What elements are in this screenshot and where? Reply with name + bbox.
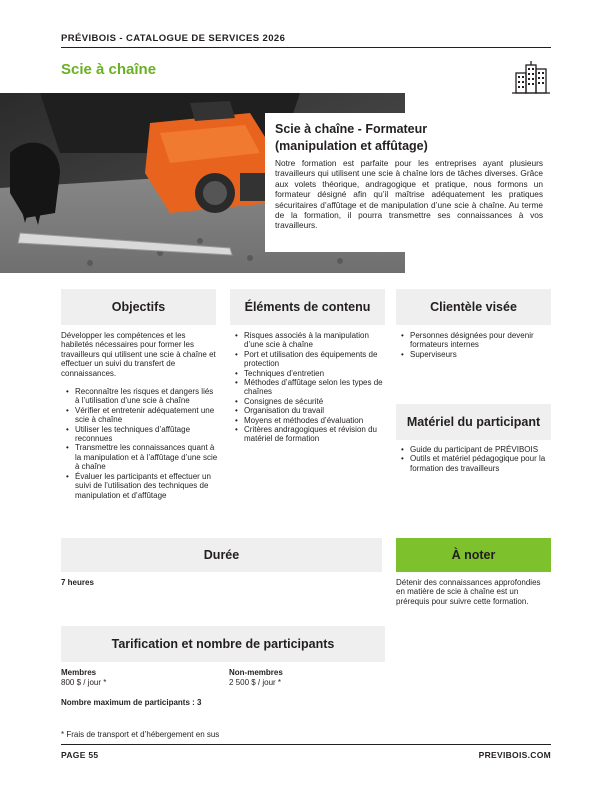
contenu-content [230, 331, 388, 444]
list-item: • Critères andragogiques et révision du matériel de formation [244, 425, 388, 444]
clientele-heading: Clientèle visée [396, 289, 551, 325]
objectifs-list [61, 387, 219, 500]
list-item: • Techniques d’entretien [244, 369, 388, 378]
section-title: Scie à chaîne [61, 61, 157, 78]
clientele-list [396, 331, 554, 359]
list-item: • Personnes désignées pour devenir formateurs internes [410, 331, 554, 350]
website-link[interactable]: PREVIBOIS.COM [478, 750, 551, 760]
list-item: • Reconnaître les risques et dangers liés à l’utilisation d’une scie à chaîne [75, 387, 219, 406]
objectifs-intro: Développer les compétences et les habiletés nécessaires pour former les travailleurs qui utilisent une scie à chaîne et effectuer un suivi du transfert de connaissances. [61, 331, 216, 378]
duree-heading: Durée [61, 538, 382, 572]
intro-title-line2: (manipulation et affûtage) [275, 139, 428, 153]
contenu-heading: Éléments de contenu [230, 289, 385, 325]
list-item: • Port et utilisation des équipements de protection [244, 350, 388, 369]
materiel-list [396, 445, 554, 473]
list-item: • Méthodes d’affûtage selon les types de chaînes [244, 378, 388, 397]
list-item: • Outils et matériel pédagogique pour la formation des travailleurs [410, 454, 554, 473]
intro-title [275, 121, 543, 155]
header-divider [61, 47, 551, 48]
members-price: 800 $ / jour * [61, 678, 107, 687]
footnote: * Frais de transport et d’hébergement en sus [61, 730, 220, 739]
contenu-list [230, 331, 388, 444]
list-item: • Guide du participant de PRÉVIBOIS [410, 445, 554, 454]
materiel-content [396, 445, 554, 473]
list-item: • Organisation du travail [244, 406, 388, 415]
intro-box [265, 113, 553, 252]
list-item: • Vérifier et entretenir adéquatement une scie à chaîne [75, 406, 219, 425]
noter-text: Détenir des connaissances approfondies en matière de scie à chaîne est un prérequis pour suivre cette formation. [396, 578, 541, 606]
building-icon [511, 59, 551, 95]
list-item: • Utiliser les techniques d’affûtage reconnues [75, 425, 219, 444]
materiel-heading: Matériel du participant [396, 404, 551, 440]
clientele-content [396, 331, 554, 359]
members-label: Membres [61, 668, 97, 677]
noter-heading: À noter [396, 538, 551, 572]
objectifs-content [61, 331, 219, 500]
header-title: PRÉVIBOIS - CATALOGUE DE SERVICES 2026 [61, 33, 286, 44]
max-participants: Nombre maximum de participants : 3 [61, 698, 202, 707]
page-number: PAGE 55 [61, 750, 99, 760]
list-item: • Consignes de sécurité [244, 397, 388, 406]
intro-text: Notre formation est parfaite pour les entreprises ayant plusieurs travailleurs qui utilisent une scie à chaîne lors de tâches diverses. Grâce aux volets théorique, andragogique et pratique, nous formons un formateur désigné afin qu’il maîtrise adéquatement les pratiques sécuritaires d’affûtage et de manipulation d’une scie à chaîne. Au terme de la formation, il pourra transmettre ses connaissances à vos travailleurs. [275, 158, 543, 231]
list-item: • Risques associés à la manipulation d’une scie à chaîne [244, 331, 388, 350]
intro-title-line1: Scie à chaîne - Formateur [275, 122, 428, 136]
list-item: • Moyens et méthodes d’évaluation [244, 416, 388, 425]
duree-value: 7 heures [61, 578, 94, 587]
list-item: • Superviseurs [410, 350, 554, 359]
nonmembers-price: 2 500 $ / jour * [229, 678, 282, 687]
objectifs-heading: Objectifs [61, 289, 216, 325]
nonmembers-label: Non-membres [229, 668, 283, 677]
list-item: • Transmettre les connaissances quant à la manipulation et à l’affûtage d’une scie à chaîne [75, 443, 219, 471]
tarification-heading: Tarification et nombre de participants [61, 626, 385, 662]
footer-divider [61, 744, 551, 745]
list-item: • Évaluer les participants et effectuer un suivi de l’utilisation des techniques de manipulation et d’affûtage [75, 472, 219, 500]
